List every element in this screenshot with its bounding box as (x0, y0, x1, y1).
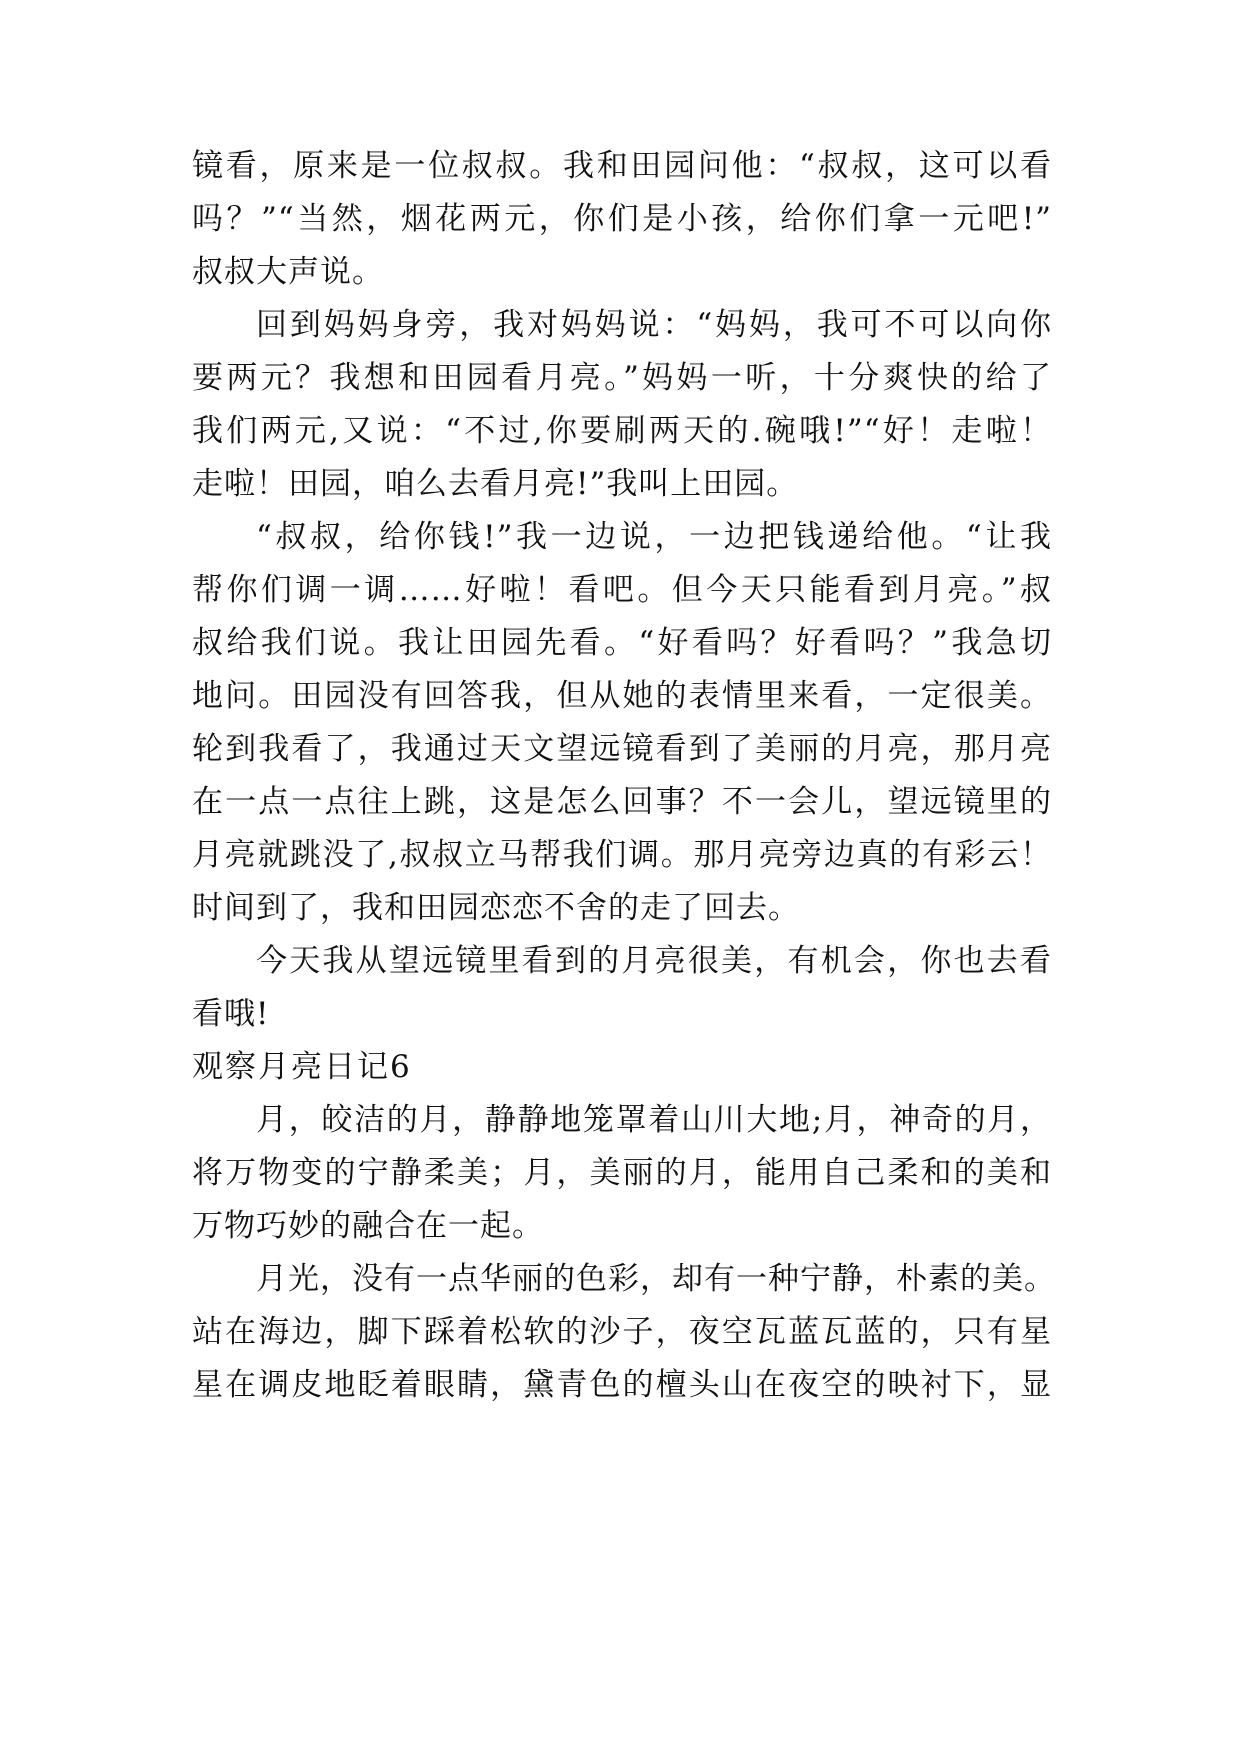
text-line: 吗？”“当然，烟花两元，你们是小孩，给你们拿一元吧!” (192, 201, 1052, 237)
text-line: 月亮就跳没了,叔叔立马帮我们调。那月亮旁边真的有彩云！ (192, 837, 1052, 873)
text-line: 时间到了，我和田园恋恋不舍的走了回去。 (192, 890, 800, 926)
text-line: 看哦! (192, 996, 270, 1032)
paragraph-first-line: 月光，没有一点华丽的色彩，却有一种宁静，朴素的美。 (256, 1261, 1056, 1297)
text-line: 镜看，原来是一位叔叔。我和田园问他：“叔叔，这可以看 (192, 148, 1052, 184)
text-line: 万物巧妙的融合在一起。 (192, 1208, 544, 1244)
text-line: 在一点一点往上跳，这是怎么回事？不一会儿，望远镜里的 (192, 784, 1052, 820)
paragraph-first-line: 今天我从望远镜里看到的月亮很美，有机会，你也去看 (256, 943, 1052, 979)
text-line: 轮到我看了，我通过天文望远镜看到了美丽的月亮，那月亮 (192, 731, 1052, 767)
section-heading: 观察月亮日记6 (192, 1049, 412, 1085)
text-line: 将万物变的宁静柔美；月，美丽的月，能用自己柔和的美和 (192, 1155, 1052, 1191)
text-line: 帮你们调一调……好啦！看吧。但今天只能看到月亮。”叔 (192, 572, 1052, 608)
paragraph-first-line: 月，皎洁的月，静静地笼罩着山川大地;月，神奇的月， (256, 1102, 1052, 1138)
text-line: 星在调皮地眨着眼睛，黛青色的檀头山在夜空的映衬下，显 (192, 1367, 1052, 1403)
text-line: 站在海边，脚下踩着松软的沙子，夜空瓦蓝瓦蓝的，只有星 (192, 1314, 1052, 1350)
text-line: 走啦！田园，咱么去看月亮!”我叫上田园。 (192, 466, 799, 502)
text-line: 要两元？我想和田园看月亮。”妈妈一听，十分爽快的给了 (192, 360, 1052, 396)
text-line: 地问。田园没有回答我，但从她的表情里来看，一定很美。 (192, 678, 1052, 714)
text-line: 叔叔大声说。 (192, 254, 384, 290)
paragraph-first-line: “叔叔，给你钱!”我一边说，一边把钱递给他。“让我 (256, 519, 1052, 555)
text-line: 我们两元,又说：“不过,你要刷两天的.碗哦!”“好！走啦！ (192, 413, 1052, 449)
paragraph-first-line: 回到妈妈身旁，我对妈妈说：“妈妈，我可不可以向你 (256, 307, 1052, 343)
text-line: 叔给我们说。我让田园先看。“好看吗？好看吗？”我急切 (192, 625, 1052, 661)
